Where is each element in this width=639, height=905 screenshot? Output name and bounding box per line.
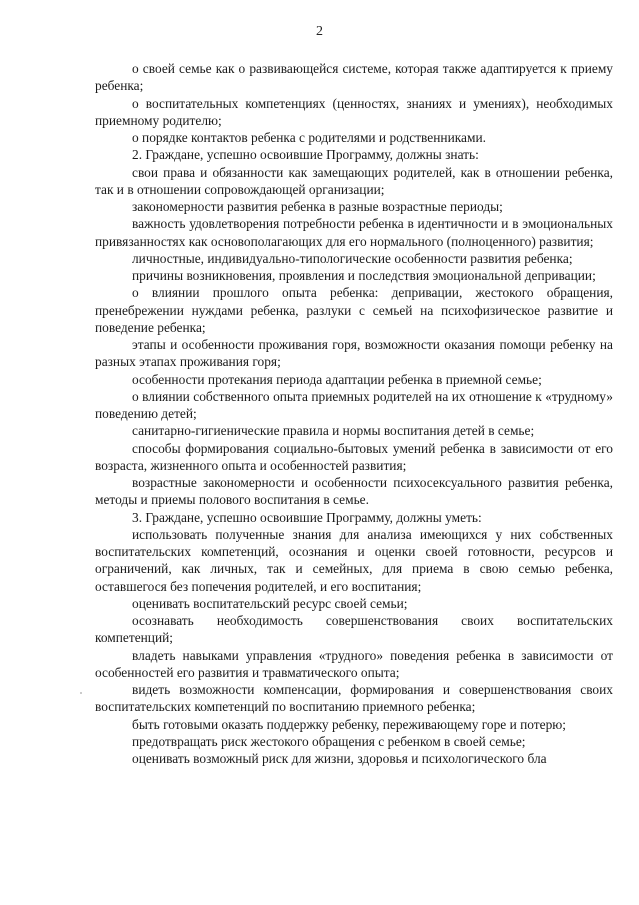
paragraph: закономерности развития ребенка в разные возрастные периоды; (132, 199, 503, 214)
paragraph: о порядке контактов ребенка с родителями и родственниками. (132, 130, 486, 145)
paragraph: санитарно-гигиенические правила и нормы воспитания детей в семье; (132, 423, 535, 439)
paragraph: 2. Граждане, успешно освоившие Программу, должны знать: (132, 147, 479, 163)
paragraph: важность удовлетворения потребности ребенка в идентичности и в эмоциональных привязанностях как основополагающих для его нормального (полноценного) развития; (95, 216, 613, 249)
paragraph: оценивать воспитательский ресурс своей семьи; (132, 595, 408, 611)
paragraph: особенности протекания периода адаптации ребенка в приемной семье; (132, 371, 542, 387)
paragraph: о влиянии собственного опыта приемных родителей на их отношение к «трудному» поведению детей; (95, 388, 613, 421)
paragraph: свои права и обязанности как замещающих родителей, как в отношении ребенка, так и в отношении сопровождающей организации; (95, 164, 613, 197)
paragraph: о воспитательных компетенциях (ценностях, знаниях и умениях), необходимых приемному родителю; (95, 95, 613, 128)
paragraph: возрастные закономерности и особенности психосексуального развития ребенка, методы и приемы полового воспитания в семье. (95, 475, 613, 508)
paragraph: оценивать возможный риск для жизни, здоровья и психологического бла (132, 751, 547, 766)
paragraph: использовать полученные знания для анализа имеющихся у них собственных воспитательских компетенций, осознания и оценки своей готовности, ресурсов и ограничений, как личных, так и семейных, для приема в свою семью ребенка, оставшегося без попечения родителей, и его воспитания; (95, 526, 613, 594)
paragraph: видеть возможности компенсации, формирования и совершенствования своих воспитательских компетенций по воспитанию приемного ребенка; (95, 682, 613, 715)
paragraph: личностные, индивидуально-типологические особенности развития ребенка; (132, 250, 573, 266)
paragraph: способы формирования социально-бытовых умений ребенка в зависимости от его возраста, жизненного опыта и особенностей развития; (95, 440, 613, 473)
page-number: 2 (316, 24, 323, 39)
paragraph: 3. Граждане, успешно освоившие Программу, должны уметь: (132, 509, 482, 525)
paragraph: причины возникновения, проявления и последствия эмоциональной депривации; (132, 268, 596, 283)
paragraph: предотвращать риск жестокого обращения с ребенком в своей семье; (132, 733, 526, 749)
body-text (95, 60, 613, 767)
paragraph: быть готовыми оказать поддержку ребенку, переживающему горе и потерю; (132, 716, 566, 732)
paragraph: о своей семье как о развивающейся системе, которая также адаптируется к приему ребенка; (95, 61, 613, 94)
paragraph: о влиянии прошлого опыта ребенка: депривации, жестокого обращения, пренебрежении нуждами ребенка, разлуки с семьей на психофизическое развитие и поведение ребенка; (95, 285, 613, 335)
paragraph: осознавать необходимость совершенствования своих воспитательских компетенций; (95, 613, 613, 646)
scan-speck (80, 692, 82, 694)
paragraph: этапы и особенности проживания горя, возможности оказания помощи ребенку на разных этапах проживания горя; (95, 337, 613, 370)
paragraph: владеть навыками управления «трудного» поведения ребенка в зависимости от особенностей его развития и травматического опыта; (95, 647, 613, 680)
